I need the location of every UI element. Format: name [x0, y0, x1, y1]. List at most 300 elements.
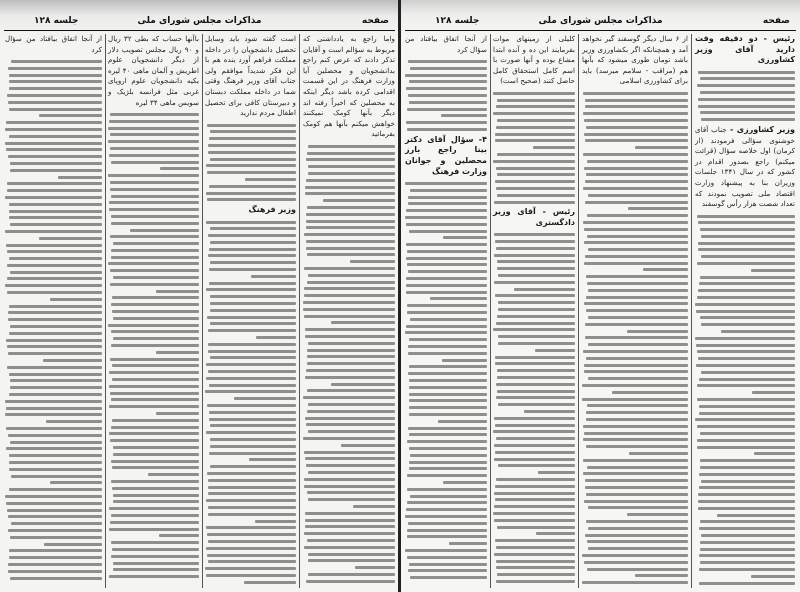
text-line	[405, 549, 487, 552]
text-line	[113, 494, 199, 497]
text-line	[497, 390, 575, 393]
text-line	[406, 508, 487, 511]
text-line	[627, 513, 688, 516]
text-line	[699, 554, 795, 557]
text-line	[5, 230, 102, 233]
text-line	[588, 377, 688, 380]
text-line	[494, 254, 575, 257]
text-line	[251, 275, 296, 278]
paragraph	[695, 125, 795, 210]
text-line	[408, 270, 487, 273]
text-line	[9, 461, 102, 464]
text-line	[588, 316, 688, 319]
text-line	[586, 411, 688, 414]
text-line	[7, 182, 102, 185]
text-line	[10, 536, 102, 539]
text-line	[696, 310, 795, 313]
text-line	[495, 240, 575, 243]
text-line	[210, 465, 296, 468]
text-line	[306, 213, 395, 216]
text-line	[148, 473, 199, 476]
text-line	[406, 284, 487, 287]
text-line	[587, 404, 688, 407]
text-line	[308, 274, 395, 277]
text-line	[111, 541, 199, 544]
text-line	[586, 493, 688, 496]
text-line	[112, 296, 199, 299]
paragraph-text: است گفته شود باید وسایل تحصیل دانشجویان را در داخله مملکت فراهم آورد بنده هم با این فکر شدیداً موافقم ولی جناب آقای وزیر فرهنگ وقتی شما در داخله مملکت دبستان و دبیرستان کافی برای تحصیل اطفال مردم ندارید	[205, 34, 296, 118]
text-line	[305, 417, 395, 420]
text-line	[110, 113, 199, 116]
text-line	[635, 574, 688, 577]
paragraph-text: از آنجا اتفاق بیافتاد من سؤال کرد	[405, 34, 487, 54]
text-line	[493, 92, 575, 95]
text-line	[9, 393, 102, 396]
text-line	[306, 240, 395, 243]
text-line	[109, 432, 199, 435]
paragraph-text: باآنها حساب که بطی ۳۲ ریال و ۹۰ ریال مجلس تصویب دلار از دیگر دانشجویان علوم اطریش و آلمان ماهی ۴۰ لیره یکیه دانشجویان علوم اروپای غربی مثل فرانسه بلژیک و سویس ماهی ۳۴ لیره	[108, 34, 199, 107]
text-line	[8, 101, 102, 104]
text-line	[305, 335, 395, 338]
text-line	[717, 514, 795, 517]
running-title: مذاکرات مجلس شورای ملی	[538, 16, 663, 26]
text-line	[208, 506, 296, 509]
text-line	[256, 336, 296, 339]
text-line	[405, 331, 487, 334]
text-line	[698, 221, 795, 224]
text-line	[206, 499, 296, 502]
illegible-text-block	[405, 178, 487, 583]
text-line	[696, 364, 795, 367]
text-line	[111, 256, 199, 259]
text-line	[112, 466, 199, 469]
text-line	[208, 144, 296, 147]
text-line	[109, 575, 199, 578]
text-line	[699, 568, 795, 571]
text-line	[496, 167, 575, 170]
text-line	[208, 254, 296, 257]
text-line	[303, 301, 395, 304]
text-line	[206, 377, 296, 380]
text-line	[308, 145, 395, 148]
text-line	[701, 118, 795, 121]
text-line	[583, 187, 688, 190]
text-line	[207, 316, 296, 319]
text-line	[407, 250, 487, 253]
text-line	[498, 464, 575, 467]
text-line	[307, 152, 395, 155]
text-line	[514, 288, 575, 291]
text-line	[8, 67, 102, 70]
text-line	[208, 343, 296, 346]
text-line	[210, 295, 296, 298]
text-line	[406, 291, 487, 294]
text-line	[695, 337, 795, 340]
text-line	[408, 569, 487, 572]
text-line	[308, 403, 395, 406]
text-line	[9, 488, 102, 491]
paragraph	[5, 34, 102, 55]
text-column	[303, 34, 395, 588]
text-line	[698, 242, 795, 245]
text-line	[496, 560, 575, 563]
text-line	[304, 478, 395, 481]
text-line	[208, 560, 296, 563]
speaker-heading: ۴- سؤال آقای دکتر بینا راجع بارز محصلین و جوانان وزارت فرهنگ	[405, 134, 487, 176]
text-line	[9, 203, 102, 206]
column-divider	[202, 34, 203, 588]
column-divider	[691, 34, 692, 588]
text-line	[110, 392, 199, 395]
text-line	[5, 284, 102, 287]
text-line	[209, 452, 296, 455]
text-line	[111, 344, 199, 347]
text-line	[495, 180, 575, 183]
text-line	[206, 221, 296, 224]
text-line	[699, 378, 795, 381]
text-line	[699, 282, 795, 285]
text-line	[6, 502, 102, 505]
text-line	[585, 479, 688, 482]
text-line	[701, 255, 795, 258]
text-line	[307, 491, 395, 494]
text-line	[210, 130, 296, 133]
text-line	[698, 493, 795, 496]
text-line	[111, 215, 199, 218]
text-line	[304, 546, 395, 549]
text-line	[701, 235, 795, 238]
text-line	[44, 543, 102, 546]
text-line	[586, 520, 688, 523]
text-line	[207, 472, 296, 475]
text-line	[6, 244, 102, 247]
text-line	[410, 495, 487, 498]
speaker-heading: رئیس - آقای وزیر دادگستری	[493, 207, 575, 227]
text-line	[754, 452, 795, 455]
text-line	[585, 534, 688, 537]
text-line	[585, 323, 688, 326]
text-line	[6, 427, 102, 430]
text-line	[585, 99, 688, 102]
text-line	[7, 264, 102, 267]
text-line	[304, 315, 395, 318]
text-line	[39, 237, 102, 240]
text-line	[210, 356, 296, 359]
text-line	[409, 433, 487, 436]
text-line	[497, 369, 575, 372]
text-line	[58, 176, 102, 179]
text-line	[496, 247, 575, 250]
text-line	[409, 379, 487, 382]
text-line	[306, 226, 395, 229]
text-line	[210, 445, 296, 448]
text-line	[5, 128, 102, 131]
illegible-text-block	[695, 67, 795, 125]
text-line	[210, 158, 296, 161]
text-line	[307, 253, 395, 256]
text-line	[496, 580, 575, 583]
text-line	[110, 188, 199, 191]
text-line	[698, 289, 795, 292]
text-line	[110, 358, 199, 361]
text-line	[308, 559, 395, 562]
text-line	[304, 287, 395, 290]
text-line	[583, 425, 688, 428]
text-line	[407, 128, 487, 131]
text-line	[206, 288, 296, 291]
text-line	[408, 94, 487, 97]
text-line	[494, 458, 575, 461]
text-line	[498, 342, 575, 345]
text-line	[584, 302, 688, 305]
text-line	[305, 512, 395, 515]
text-line	[495, 485, 575, 488]
text-line	[582, 581, 688, 584]
text-line	[405, 182, 487, 185]
text-line	[449, 542, 487, 545]
text-line	[111, 161, 199, 164]
text-line	[109, 371, 199, 374]
text-line	[700, 228, 795, 231]
text-line	[306, 247, 395, 250]
text-line	[305, 186, 395, 189]
text-line	[588, 248, 688, 251]
text-line	[207, 198, 296, 201]
text-line	[7, 345, 103, 348]
text-line	[6, 148, 102, 151]
text-line	[409, 365, 487, 368]
text-line	[583, 472, 688, 475]
text-line	[585, 180, 688, 183]
text-line	[303, 437, 395, 440]
text-line	[208, 234, 296, 237]
text-line	[110, 521, 199, 524]
text-line	[409, 406, 487, 409]
text-line	[206, 192, 296, 195]
text-line	[698, 507, 795, 510]
text-line	[5, 413, 102, 416]
text-line	[307, 410, 395, 413]
text-line	[8, 563, 102, 566]
text-line	[751, 269, 795, 272]
text-line	[538, 471, 575, 474]
text-line	[698, 105, 795, 108]
text-line	[308, 430, 395, 433]
text-line	[9, 74, 102, 77]
text-line	[587, 282, 688, 285]
text-line	[111, 426, 199, 429]
text-line	[443, 481, 487, 484]
text-line	[8, 155, 102, 158]
text-line	[210, 227, 296, 230]
text-line	[113, 242, 199, 245]
text-line	[496, 396, 576, 399]
text-line	[130, 229, 199, 232]
text-line	[493, 430, 575, 433]
text-line	[585, 105, 688, 108]
text-line	[7, 291, 102, 294]
text-line	[587, 466, 688, 469]
text-line	[305, 376, 395, 379]
text-line	[206, 526, 296, 529]
text-line	[752, 391, 795, 394]
text-line	[699, 405, 795, 408]
text-line	[206, 363, 296, 366]
text-line	[496, 437, 575, 440]
text-line	[208, 492, 296, 495]
text-line	[306, 369, 395, 372]
text-line	[306, 464, 395, 467]
text-line	[8, 311, 102, 314]
text-line	[249, 458, 296, 461]
text-line	[209, 248, 296, 251]
text-line	[584, 119, 688, 122]
text-line	[50, 298, 102, 301]
text-line	[9, 556, 102, 559]
text-line	[498, 403, 575, 406]
text-line	[331, 321, 395, 324]
text-line	[628, 207, 688, 210]
text-line	[408, 345, 487, 348]
text-line	[108, 262, 199, 265]
text-line	[9, 332, 102, 335]
text-line	[209, 268, 296, 271]
text-line	[205, 390, 296, 393]
text-line	[409, 461, 487, 464]
text-column	[108, 34, 199, 588]
text-line	[405, 216, 487, 219]
text-line	[207, 404, 296, 407]
text-line	[7, 366, 102, 369]
text-line	[5, 400, 102, 403]
speaker-heading: وزیر فرهنگ	[248, 205, 296, 215]
text-line	[207, 533, 296, 536]
text-line	[408, 522, 487, 525]
text-line	[5, 196, 102, 199]
text-line	[305, 457, 395, 460]
text-line	[495, 294, 575, 297]
text-line	[697, 84, 795, 87]
text-line	[108, 127, 199, 130]
text-line	[406, 223, 487, 226]
text-line	[700, 548, 795, 551]
text-line	[109, 507, 199, 510]
text-line	[46, 420, 102, 423]
text-line	[699, 486, 795, 489]
text-line	[10, 271, 102, 274]
text-line	[498, 308, 575, 311]
text-line	[109, 201, 199, 204]
text-line	[11, 60, 102, 63]
text-line	[305, 525, 395, 528]
paragraph	[582, 34, 688, 87]
paragraph	[205, 205, 296, 216]
text-line	[304, 485, 395, 488]
text-line	[700, 541, 795, 544]
text-line	[588, 527, 688, 530]
right-page	[401, 0, 800, 592]
session-number: جلسه ۱۲۸	[34, 16, 79, 26]
text-line	[409, 80, 487, 83]
text-line	[206, 547, 296, 550]
text-line	[209, 384, 296, 387]
text-line	[5, 495, 102, 498]
illegible-text-block	[582, 88, 688, 588]
text-line	[113, 453, 199, 456]
text-line	[9, 257, 102, 260]
text-line	[111, 398, 199, 401]
text-line	[305, 192, 395, 195]
text-column	[205, 34, 296, 588]
text-line	[495, 356, 575, 359]
text-line	[409, 467, 487, 470]
text-line	[697, 384, 795, 387]
page-number: صفحه	[762, 16, 790, 26]
text-line	[6, 121, 102, 124]
text-line	[494, 233, 575, 236]
text-line	[494, 553, 575, 556]
text-line	[697, 262, 795, 265]
text-line	[10, 441, 102, 444]
text-line	[408, 372, 487, 375]
text-line	[584, 262, 688, 265]
text-line	[441, 114, 487, 117]
text-line	[308, 573, 395, 576]
illegible-text-block	[493, 88, 575, 207]
text-line	[407, 488, 487, 491]
text-line	[306, 179, 395, 182]
text-line	[584, 364, 688, 367]
text-line	[39, 114, 102, 117]
text-line	[494, 519, 575, 522]
text-line	[583, 112, 688, 115]
text-line	[113, 568, 199, 571]
text-line	[497, 573, 575, 576]
text-line	[697, 296, 795, 299]
text-line	[9, 373, 102, 376]
text-line	[111, 195, 199, 198]
text-line	[50, 481, 102, 484]
text-line	[409, 386, 487, 389]
text-line	[698, 357, 795, 360]
text-line	[109, 385, 199, 388]
text-line	[207, 554, 296, 557]
paragraph	[493, 34, 575, 87]
text-line	[210, 424, 296, 427]
text-line	[627, 330, 688, 333]
text-line	[113, 562, 199, 565]
text-line	[496, 105, 575, 108]
text-line	[210, 241, 296, 244]
text-line	[701, 480, 795, 483]
illegible-text-block	[493, 230, 575, 587]
text-line	[586, 309, 688, 312]
text-line	[409, 230, 487, 233]
text-line	[494, 281, 575, 284]
text-line	[308, 165, 395, 168]
text-line	[442, 359, 487, 362]
text-line	[207, 124, 296, 127]
text-line	[110, 133, 199, 136]
paragraph-text: از آنجا اتفاق بیافتاد من سؤال کرد	[5, 34, 102, 54]
text-line	[9, 216, 102, 219]
text-line	[209, 418, 297, 421]
text-line	[308, 498, 395, 501]
text-line	[303, 308, 395, 311]
text-line	[701, 371, 795, 374]
text-line	[110, 147, 199, 150]
text-line	[699, 527, 795, 530]
